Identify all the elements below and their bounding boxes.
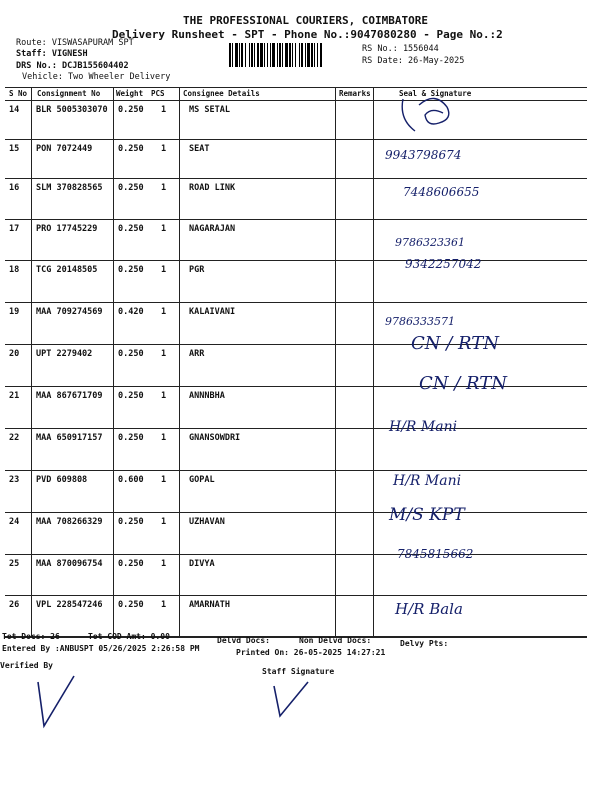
handwritten-signature: H/R Bala	[395, 600, 463, 618]
cell-consignee: NAGARAJAN	[189, 224, 236, 234]
cell-consignee: KALAIVANI	[189, 307, 236, 317]
divider	[335, 88, 336, 637]
handwritten-signature: 9786323361	[395, 236, 465, 249]
cell-consignment: VPL 228547246	[36, 600, 103, 610]
cell-consignment: PRO 17745229	[36, 224, 98, 234]
cell-weight: 0.250	[118, 349, 144, 359]
cell-consignee: UZHAVAN	[189, 517, 225, 527]
company-title: THE PROFESSIONAL COURIERS, COIMBATORE	[183, 14, 429, 27]
table-row	[5, 140, 587, 179]
cell-consignment: MAA 870096754	[36, 559, 103, 569]
cell-consignee: MS SETAL	[189, 105, 230, 115]
cell-sno: 17	[9, 224, 20, 234]
cell-sno: 24	[9, 517, 20, 527]
cell-consignment: MAA 709274569	[36, 307, 103, 317]
verified-by-label: Verified By	[0, 661, 53, 670]
cell-sno: 22	[9, 433, 20, 443]
staff-signature-mark	[268, 678, 318, 738]
table-row	[5, 547, 587, 596]
col-weight: Weight	[116, 89, 144, 98]
cell-sno: 20	[9, 349, 20, 359]
col-sno: S No	[9, 89, 28, 98]
cell-sno: 21	[9, 391, 20, 401]
handwritten-signature: CN / RTN	[419, 373, 508, 394]
handwritten-signature: H/R Mani	[389, 419, 458, 435]
staff-label: Staff: VIGNESH	[16, 49, 88, 59]
cell-consignee: SEAT	[189, 144, 210, 154]
cell-consignee: DIVYA	[189, 559, 215, 569]
cell-consignment: TCG 20148505	[36, 265, 98, 275]
cell-weight: 0.420	[118, 307, 144, 317]
cell-pcs: 1	[161, 105, 167, 115]
cell-weight: 0.600	[118, 475, 144, 485]
cell-pcs: 1	[161, 265, 167, 275]
cell-consignee: ROAD LINK	[189, 183, 236, 193]
table-row	[5, 179, 587, 220]
divider	[113, 88, 114, 637]
divider	[31, 88, 32, 637]
barcode-bar	[322, 43, 323, 67]
route-label: Route: VISWASAPURAM SPT	[16, 38, 134, 48]
cell-sno: 18	[9, 265, 20, 275]
cell-pcs: 1	[161, 600, 167, 610]
cell-pcs: 1	[161, 307, 167, 317]
cell-sno: 14	[9, 105, 20, 115]
cell-weight: 0.250	[118, 517, 144, 527]
cell-weight: 0.250	[118, 144, 144, 154]
handwritten-signature: 9943798674	[385, 148, 462, 162]
runsheet-subtitle: Delivery Runsheet - SPT - Phone No.:9047080280 - Page No.:2	[112, 28, 503, 41]
cell-consignment: BLR 5005303070	[36, 105, 108, 115]
handwritten-signature: CN / RTN	[411, 333, 500, 354]
cell-pcs: 1	[161, 517, 167, 527]
table-row	[5, 596, 587, 637]
cell-weight: 0.250	[118, 265, 144, 275]
cell-consignment: MAA 650917157	[36, 433, 103, 443]
cell-weight: 0.250	[118, 559, 144, 569]
cell-weight: 0.250	[118, 105, 144, 115]
cell-weight: 0.250	[118, 183, 144, 193]
cell-consignee: ARR	[189, 349, 205, 359]
total-docs: Tot Docs: 26	[2, 632, 60, 641]
col-consignment: Consignment No	[37, 89, 101, 98]
entered-by: Entered By :ANBUSPT 05/26/2025 2:26:58 PM	[2, 644, 200, 653]
col-consignee: Consignee Details	[183, 89, 260, 98]
handwritten-signature: M/S KPT	[389, 505, 465, 525]
handwritten-signature: 9342257042	[405, 257, 482, 271]
cell-consignee: PGR	[189, 265, 205, 275]
col-remarks: Remarks	[339, 89, 371, 98]
cell-pcs: 1	[161, 349, 167, 359]
rs-date: RS Date: 26-May-2025	[362, 56, 465, 66]
handwritten-signature: 7448606655	[403, 185, 480, 199]
cell-weight: 0.250	[118, 224, 144, 234]
cell-consignee: ANNNBHA	[189, 391, 225, 401]
table-row	[5, 471, 587, 513]
cell-consignment: PON 7072449	[36, 144, 93, 154]
cell-sno: 15	[9, 144, 20, 154]
cell-weight: 0.250	[118, 600, 144, 610]
verified-by-signature	[30, 670, 90, 730]
cell-weight: 0.250	[118, 433, 144, 443]
cell-consignment: SLM 370828565	[36, 183, 103, 193]
cell-consignment: PVD 609808	[36, 475, 88, 485]
delivery-points: Delvy Pts:	[400, 639, 449, 648]
divider	[373, 88, 374, 637]
cell-pcs: 1	[161, 475, 167, 485]
cell-weight: 0.250	[118, 391, 144, 401]
table-row	[5, 373, 587, 429]
table-row	[5, 303, 587, 345]
staff-signature-label: Staff Signature	[262, 667, 335, 676]
table-row	[5, 257, 587, 303]
delivered-docs: Delvd Docs:	[217, 636, 270, 645]
cell-consignment: MAA 867671709	[36, 391, 103, 401]
cell-pcs: 1	[161, 144, 167, 154]
cell-sno: 23	[9, 475, 20, 485]
divider	[179, 88, 180, 637]
cell-pcs: 1	[161, 559, 167, 569]
col-pcs: PCS	[151, 89, 165, 98]
handwritten-signature: 7845815662	[397, 547, 474, 561]
total-cod: Tot COD Amt: 0.00	[88, 632, 170, 641]
cell-consignee: GNANSOWDRI	[189, 433, 241, 443]
table-row	[5, 505, 587, 555]
handwritten-signature: H/R Mani	[393, 473, 462, 489]
col-signature: Seal & Signature	[399, 89, 472, 98]
cell-sno: 26	[9, 600, 20, 610]
cell-pcs: 1	[161, 391, 167, 401]
table-body	[5, 101, 587, 637]
vehicle-label: Vehicle: Two Wheeler Delivery	[22, 72, 171, 82]
table-row	[5, 220, 587, 261]
seal-stamp	[395, 93, 465, 137]
cell-pcs: 1	[161, 433, 167, 443]
cell-sno: 25	[9, 559, 20, 569]
cell-consignee: GOPAL	[189, 475, 215, 485]
cell-sno: 16	[9, 183, 20, 193]
cell-sno: 19	[9, 307, 20, 317]
handwritten-signature: 9786333571	[385, 315, 455, 328]
non-delivered-docs: Non Delvd Docs:	[299, 636, 372, 645]
barcode	[229, 43, 357, 67]
table-row	[5, 101, 587, 140]
table-header	[5, 88, 587, 101]
drs-number: DRS No.: DCJB155604402	[16, 61, 129, 71]
cell-consignment: MAA 708266329	[36, 517, 103, 527]
cell-pcs: 1	[161, 224, 167, 234]
rs-number: RS No.: 1556044	[362, 44, 439, 54]
cell-consignee: AMARNATH	[189, 600, 230, 610]
runsheet-table	[5, 87, 587, 638]
printed-on: Printed On: 26-05-2025 14:27:21	[236, 648, 386, 657]
cell-consignment: UPT 2279402	[36, 349, 93, 359]
table-row	[5, 419, 587, 471]
cell-pcs: 1	[161, 183, 167, 193]
